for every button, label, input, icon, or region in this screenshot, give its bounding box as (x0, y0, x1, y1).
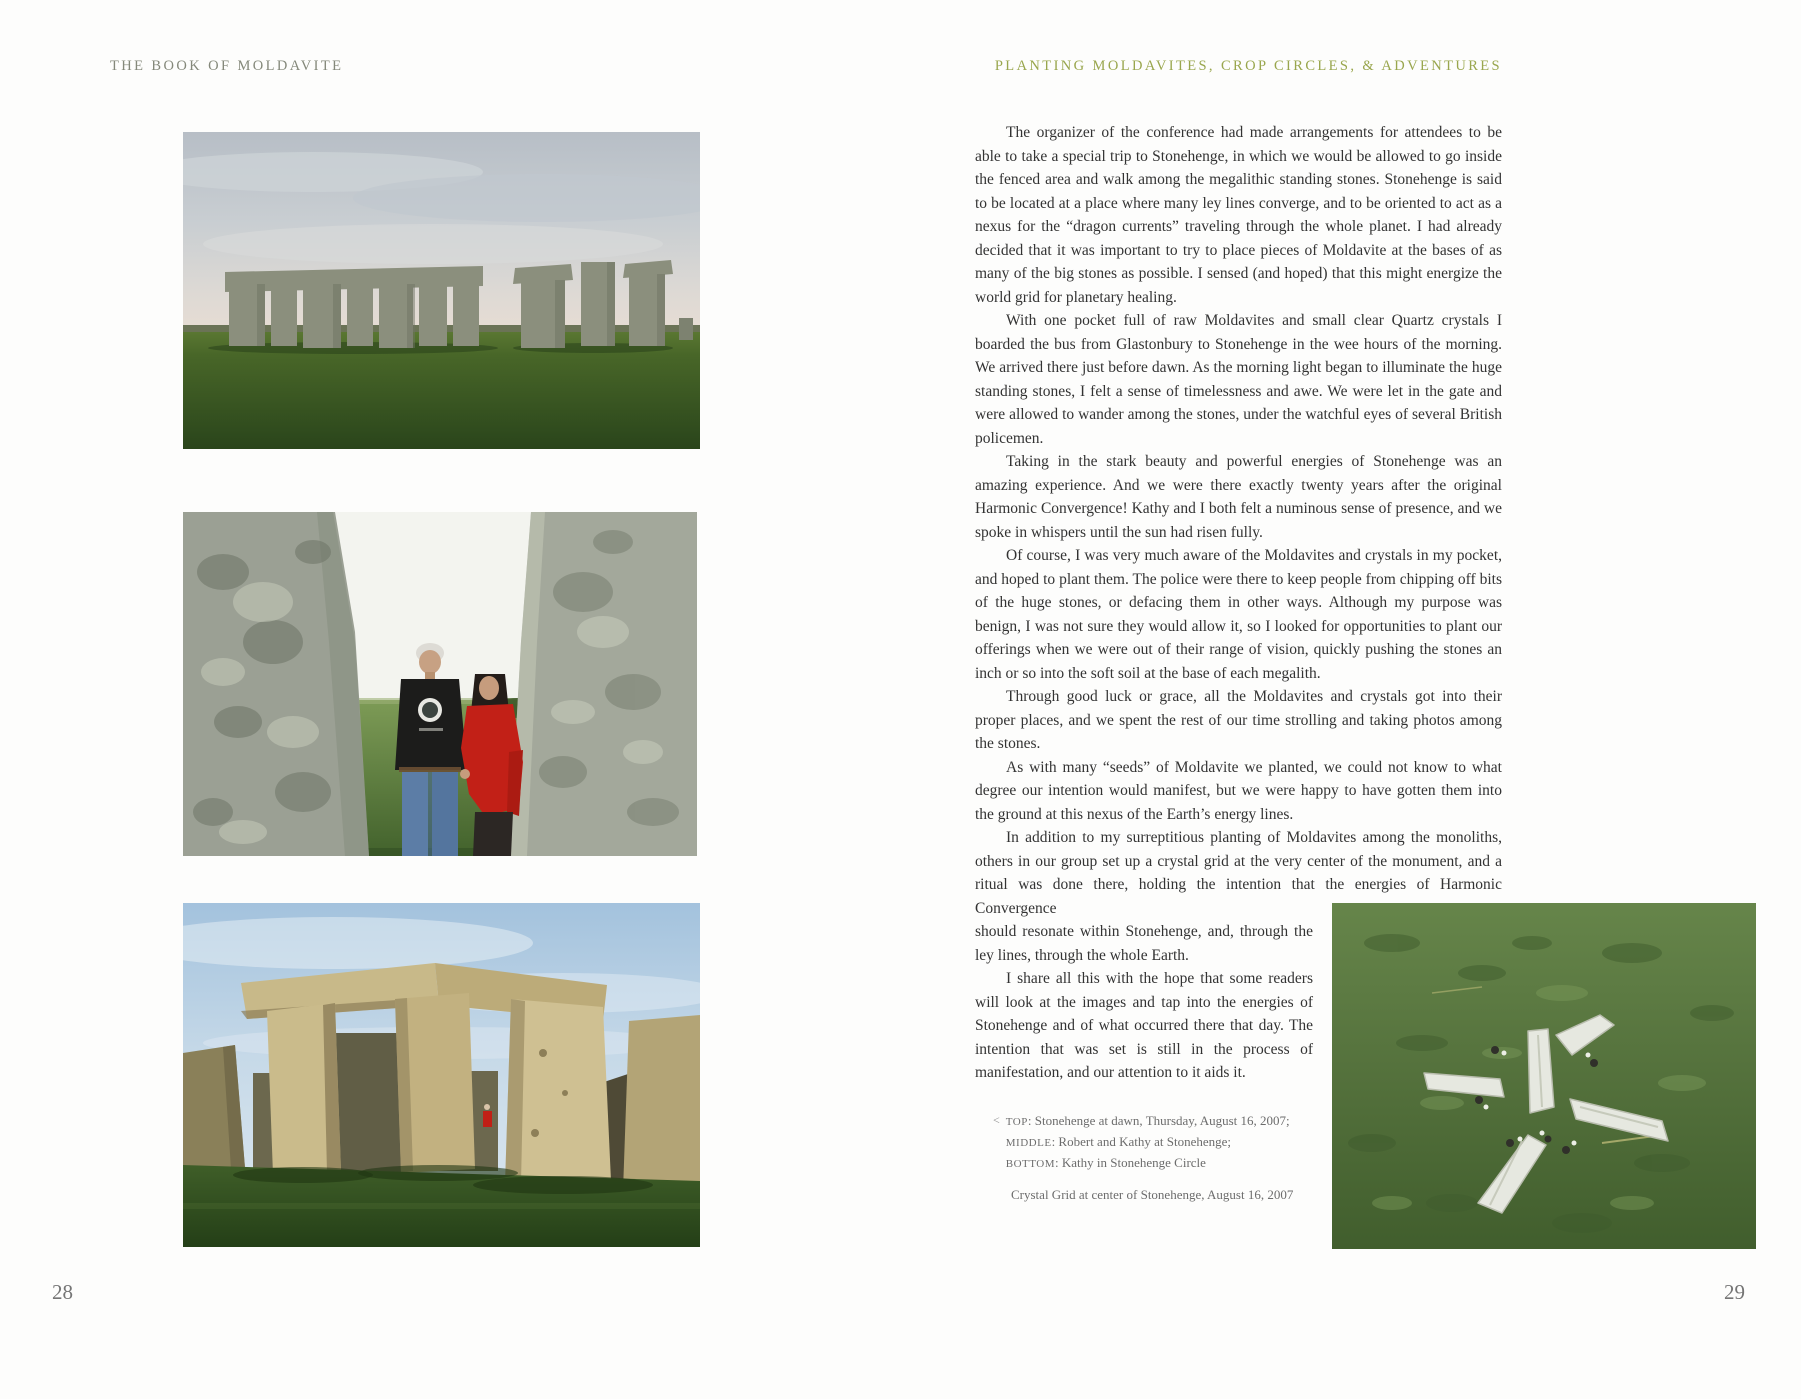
photo-stonehenge-circle-closeup (183, 903, 700, 1247)
caption-bottom: BOTTOM: Kathy in Stonehenge Circle (1005, 1154, 1206, 1170)
left-arrow-marker: < (993, 1112, 1000, 1127)
photo-robert-and-kathy (183, 512, 697, 856)
photo-stonehenge-dawn (183, 132, 700, 449)
wrapped-text-beside-photo (975, 920, 1313, 1204)
page-number-right: 29 (1724, 1280, 1745, 1304)
paragraph: Of course, I was very much aware of the Moldavites and crystals in my pocket, and hoped to plant them. The police were there to keep people from chipping off bits of the huge stones, or defacing them in other ways. Although my purpose was benign, I was not sure they would allow it, so I looked for opportunities to plant our offerings when we were out of their range of vision, quickly pushing the stones an inch or so into the soft soil at the base of each megalith. (975, 547, 1502, 682)
paragraph-continued: should resonate within Stonehenge, and, through the ley lines, through the whole Earth. (975, 923, 1313, 964)
paragraph: In addition to my surreptitious planting of Moldavites among the monoliths, others in our group set up a crystal grid at the very center of the monument, and a ritual was done there, holding the intention that the energies of Harmonic Convergence (975, 829, 1502, 917)
paragraph: As with many “seeds” of Moldavite we planted, we could not know to what degree our intention would manifest, but we were happy to have gotten them into the ground at this nexus of the Earth’s energy lines. (975, 758, 1502, 823)
paragraph: With one pocket full of raw Moldavites and small clear Quartz crystals I boarded the bus from Glastonbury to Stonehenge in the wee hours of the morning. We arrived there just before dawn. As the morning light began to illuminate the huge standing stones, I felt a sense of timelessness and awe. We were let in the gate and were allowed to wander among the stones, under the watchful eyes of several British policemen. (975, 312, 1502, 447)
caption-lines (1006, 1111, 1290, 1174)
paragraph: I share all this with the hope that some readers will look at the images and tap into the energies of Stonehenge and of what occurred there that day. The intention that was set is still in the process of manifestation, and our attention to it aids it. (975, 970, 1313, 1081)
far-left-stone (183, 1045, 245, 1171)
page-number-left: 28 (52, 1280, 73, 1304)
right-megalith (509, 512, 697, 856)
photo-crystal-grid (1332, 903, 1756, 1249)
paragraph: Through good luck or grace, all the Moldavites and crystals got into their proper places, and we spent the rest of our time strolling and taking photos among the stones. (975, 688, 1502, 752)
running-head-right: PLANTING MOLDAVITES, CROP CIRCLES, & ADVENTURES (994, 58, 1502, 74)
paragraph: The organizer of the conference had made arrangements for attendees to be able to take a special trip to Stonehenge, in which we would be allowed to go inside the fenced area and walk among the megalithic standing stones. Stonehenge is said to be located at a place where many ley lines converge, and to be oriented to act as a nexus for the “dragon currents” traveling through the whole planet. I had already decided that it was important to try to place pieces of Moldavite at the bases of as many of the big stones as possible. I sensed (and hoped) that this might energize the world grid for planetary healing. (975, 124, 1502, 306)
caption-middle: MIDDLE: Robert and Kathy at Stonehenge; (1005, 1133, 1231, 1149)
left-megalith (183, 512, 369, 856)
crystal-grid-caption: Crystal Grid at center of Stonehenge, August 16, 2007 (1011, 1186, 1294, 1202)
running-head-left: THE BOOK OF MOLDAVITE (110, 58, 344, 74)
photo-captions (975, 1111, 1313, 1174)
paragraph: Taking in the stark beauty and powerful energies of Stonehenge was an amazing experience. And we were there exactly twenty years after the original Harmonic Convergence! Kathy and I both felt a numinous sense of presence, and we spoke in whispers until the sun had risen fully. (975, 453, 1502, 541)
grass-field (183, 332, 700, 449)
caption-top: TOP: Stonehenge at dawn, Thursday, August 16, 2007; (1005, 1112, 1290, 1128)
